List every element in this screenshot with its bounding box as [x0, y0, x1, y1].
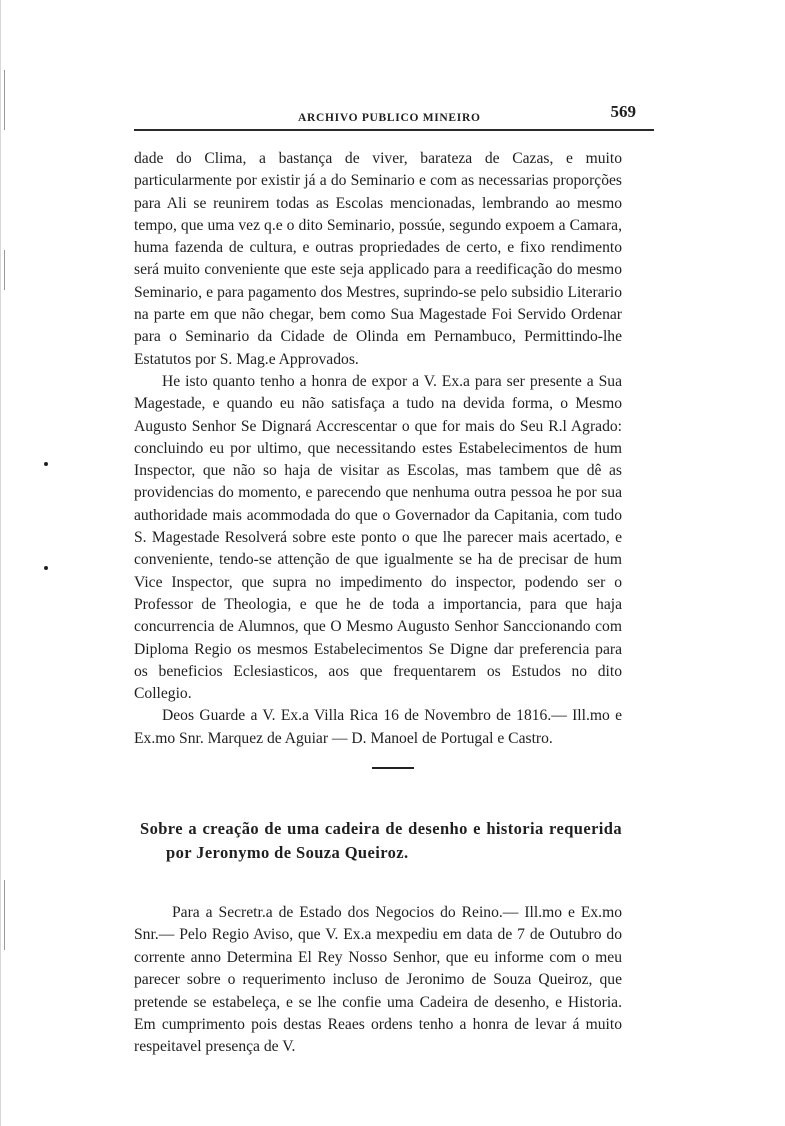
section-heading-text: Sobre a creação de uma cadeira de desenho e historia requerida por Jeronymo de Souza Queiroz.	[140, 819, 622, 862]
running-title: ARCHIVO PUBLICO MINEIRO	[298, 112, 481, 124]
section-body	[134, 902, 622, 1059]
header-rule	[134, 129, 654, 131]
scan-edge-mark	[4, 250, 5, 290]
scan-edge-mark	[4, 880, 5, 950]
body-paragraph: He isto quanto tenho a honra de expor a V. Ex.a para ser presente a Sua Magestade, e quando eu não satisfaça a tudo na devida forma, o Mesmo Augusto Senhor Se Dignará Accrescentar o que for mais do Seu R.l Agrado: concluindo eu por ultimo, que necessitando estes Estabelecimentos de hum Inspector, que não so haja de visitar as Escolas, mas tambem que dê as providencias do momento, e parecendo que nenhuma outra pessoa he por sua authoridade mais acommodada do que o Governador da Capitania, com tudo S. Magestade Resolverá sobre este ponto o que lhe parecer mais acertado, e conveniente, tendo-se attenção de que igualmente se ha de precisar de hum Vice Inspector, que supra no impedimento do inspector, podendo ser o Professor de Theologia, e que he de toda a importancia, para que haja concurrencia de Alumnos, que O Mesmo Augusto Senhor Sanccionando com Diploma Regio os mesmos Estabelecimentos Se Digne dar preferencia para os beneficios Eclesiasticos, aos que frequentarem os Estudos no dito Collegio.	[134, 372, 622, 703]
page-header	[134, 100, 654, 130]
page-number: 569	[610, 102, 636, 121]
scan-edge	[0, 0, 11, 1126]
section-separator	[372, 767, 414, 769]
margin-dot	[44, 566, 48, 570]
section-paragraph: Para a Secretr.a de Estado dos Negocios do Reino.— Ill.mo e Ex.mo Snr.— Pelo Regio Aviso, que V. Ex.a mexpediu em data de 7 de Outubro do corrente anno Determina El Rey Nosso Senhor, que eu informe com o meu parecer sobre o requerimento incluso de Jeronimo de Souza Queiroz, que pretende se estabeleça, e se lhe confie uma Cadeira de desenho, e Historia. Em cumprimento pois destas Reaes ordens tenho a honra de levar á muito respeitavel presença de V.	[134, 904, 622, 1056]
margin-dot	[44, 462, 48, 466]
scan-edge-mark	[4, 70, 5, 130]
closing-paragraph: Deos Guarde a V. Ex.a Villa Rica 16 de Novembro de 1816.— Ill.mo e Ex.mo Snr. Marquez de Aguiar — D. Manoel de Portugal e Castro.	[134, 707, 622, 747]
body-text	[134, 148, 622, 750]
section-heading	[140, 817, 622, 865]
body-paragraph: dade do Clima, a bastança de viver, barateza de Cazas, e muito particularmente por existir já a do Seminario e com as necessarias proporções para Ali se reunirem todas as Escolas mencionadas, lembrando ao mesmo tempo, que uma vez q.e o dito Seminario, possúe, segundo expoem a Camara, huma fazenda de cultura, e outras propriedades de certo, e fixo rendimento será muito conveniente que este seja applicado para a reedificação do mesmo Seminario, e para pagamento dos Mestres, suprindo-se pelo subsidio Literario na parte em que não chegar, bem como Sua Magestade Foi Servido Ordenar para o Seminario da Cidade de Olinda em Pernambuco, Permittindo-lhe Estatutos por S. Mag.e Approvados.	[134, 150, 622, 368]
